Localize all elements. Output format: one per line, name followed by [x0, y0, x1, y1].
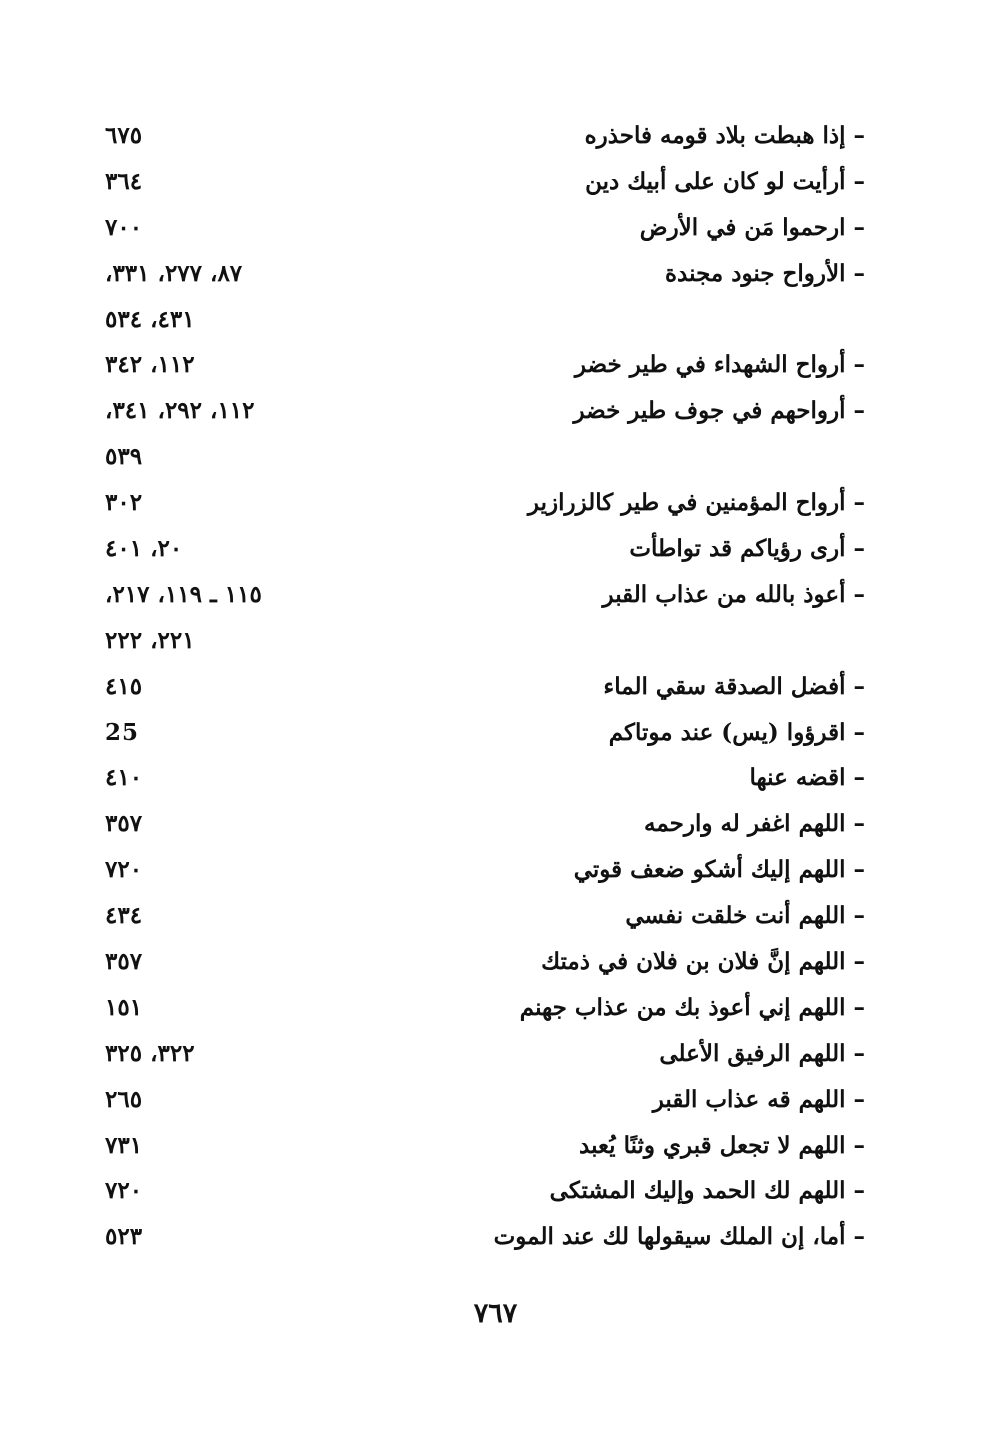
page-references: ٤١٥ [105, 672, 143, 700]
hadith-text: – اللهم قه عذاب القبر [652, 1085, 865, 1113]
hadith-text: – أرأيت لو كان على أبيك دين [585, 167, 865, 195]
index-entry [95, 572, 865, 618]
hadith-index-list [95, 113, 865, 1260]
index-entry [95, 205, 865, 251]
index-entry [95, 755, 865, 801]
hadith-text: – اللهم اغفر له وارحمه [644, 810, 865, 838]
index-entry [95, 847, 865, 893]
page-references: ٣٠٢ [105, 489, 143, 517]
index-entry [95, 251, 865, 297]
page-references: ٢٦٥ [105, 1085, 143, 1113]
index-entry [95, 1031, 865, 1077]
page-references: ٣٥٧ [105, 810, 143, 838]
page-references: ١٥١ [105, 993, 143, 1021]
hadith-text: – اللهم إليك أشكو ضعف قوتي [573, 856, 865, 884]
index-entry [95, 710, 865, 756]
index-entry [95, 985, 865, 1031]
page-references: ٣٦٤ [105, 167, 143, 195]
page-references: ٤٣١، ٥٣٤ [105, 305, 195, 333]
page-references: ٢٢١، ٢٢٢ [105, 626, 195, 654]
hadith-text: – أفضل الصدقة سقي الماء [603, 672, 865, 700]
index-entry [95, 1214, 865, 1260]
page-references: ٤٣٤ [105, 902, 143, 930]
index-entry [95, 1077, 865, 1123]
index-entry [95, 801, 865, 847]
hadith-text: – أما، إن الملك سيقولها لك عند الموت [493, 1223, 865, 1251]
index-entry [95, 342, 865, 388]
page-references: ١١٢، ٢٩٢، ٣٤١، [105, 397, 255, 425]
hadith-text: – اللهم الرفيق الأعلى [659, 1039, 865, 1067]
hadith-text: – أرواح الشهداء في طير خضر [574, 351, 865, 379]
hadith-text: – اللهم أنت خلقت نفسي [625, 902, 865, 930]
page-references: ٢٠، ٤٠١ [105, 535, 183, 563]
index-entry [95, 480, 865, 526]
page-references: 25 [105, 718, 140, 746]
hadith-text: – أعوذ بالله من عذاب القبر [602, 580, 865, 608]
hadith-text: – اقضه عنها [749, 764, 865, 792]
index-entry [95, 664, 865, 710]
page-references: ٤١٠ [105, 764, 143, 792]
hadith-text: – اللهم إنَّ فلان بن فلان في ذمتك [541, 948, 865, 976]
hadith-text: – اقرؤوا (يس) عند موتاكم [608, 718, 865, 746]
index-entry [95, 388, 865, 434]
page-number: ٧٦٧ [473, 1298, 518, 1329]
index-entry [95, 113, 865, 159]
page-references: ٥٣٩ [105, 443, 143, 471]
page-references: ٧٠٠ [105, 213, 143, 241]
hadith-text: – اللهم إني أعوذ بك من عذاب جهنم [519, 993, 865, 1021]
page-references: ١١٥ ـ ١١٩، ٢١٧، [105, 580, 262, 608]
index-entry [95, 1123, 865, 1169]
hadith-text: – الأرواح جنود مجندة [665, 259, 865, 287]
index-entry [95, 159, 865, 205]
index-entry [95, 893, 865, 939]
hadith-text: – ارحموا مَن في الأرض [639, 213, 865, 241]
index-entry-continuation [95, 297, 865, 343]
index-entry [95, 526, 865, 572]
index-entry [95, 939, 865, 985]
hadith-text: – أرواح المؤمنين في طير كالزرازير [527, 489, 865, 517]
hadith-text: – اللهم لا تجعل قبري وثنًا يُعبد [579, 1131, 865, 1159]
page-references: ٧٢٠ [105, 1177, 143, 1205]
index-entry-continuation [95, 618, 865, 664]
index-entry-continuation [95, 434, 865, 480]
hadith-text: – إذا هبطت بلاد قومه فاحذره [584, 122, 865, 149]
hadith-text: – أرواحهم في جوف طير خضر [573, 397, 865, 425]
page-references: ٧٣١ [105, 1131, 143, 1159]
page-references: ٨٧، ٢٧٧، ٣٣١، [105, 259, 243, 287]
index-entry [95, 1168, 865, 1214]
page-references: ٧٢٠ [105, 856, 143, 884]
page-references: ١١٢، ٣٤٢ [105, 351, 195, 379]
page-references: ٦٧٥ [105, 122, 143, 149]
page-references: ٥٢٣ [105, 1223, 143, 1251]
hadith-text: – أرى رؤياكم قد تواطأت [629, 535, 865, 563]
page-references: ٣٢٢، ٣٢٥ [105, 1039, 195, 1067]
page-references: ٣٥٧ [105, 948, 143, 976]
hadith-text: – اللهم لك الحمد وإليك المشتكى [549, 1177, 865, 1205]
